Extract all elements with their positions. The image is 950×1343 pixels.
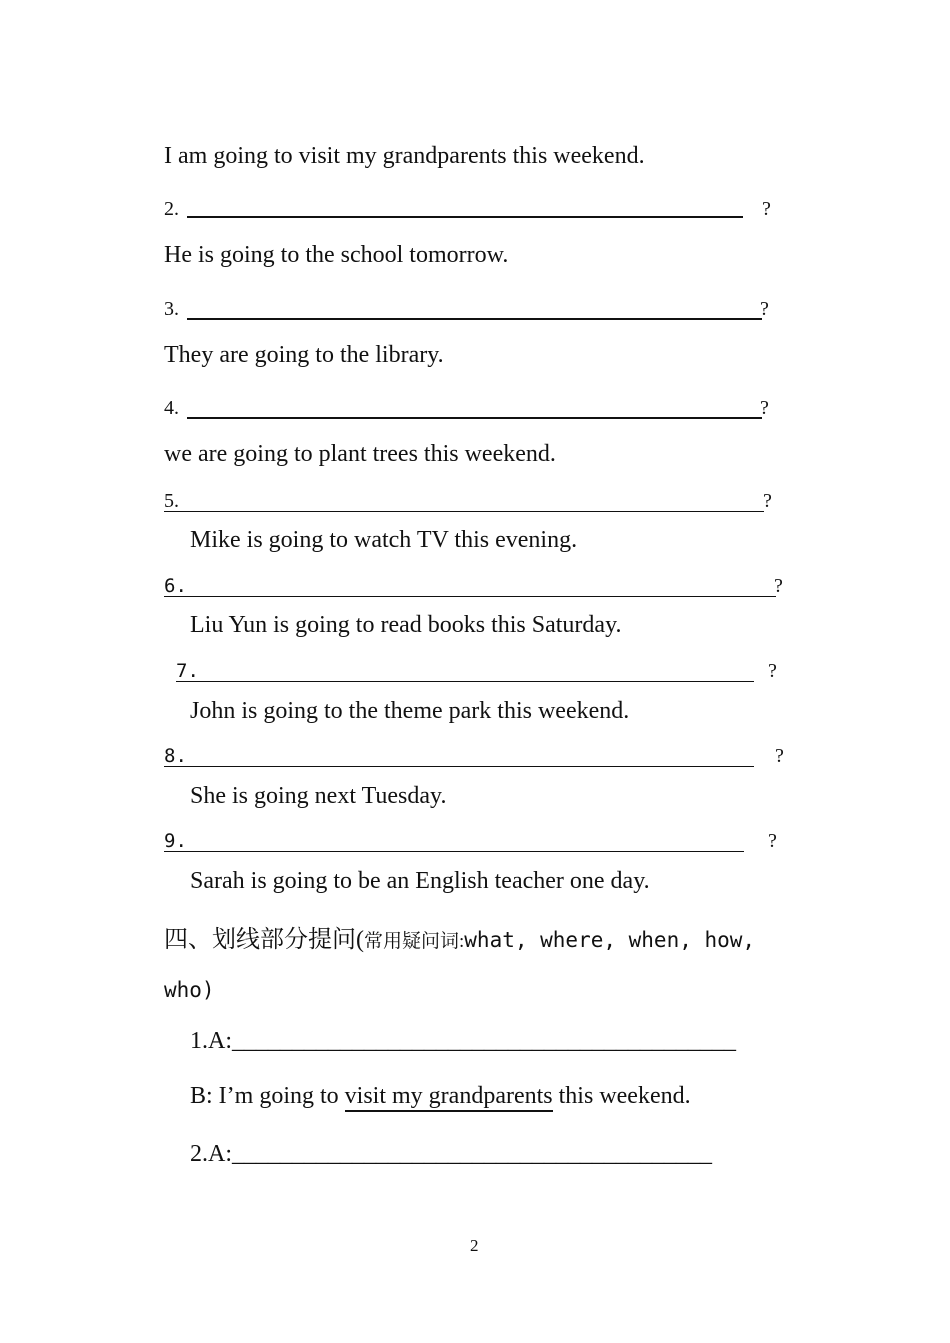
question-mark-4: ? bbox=[760, 397, 769, 419]
answer-blank-8[interactable] bbox=[164, 766, 754, 767]
question-1-a-blank[interactable]: __________________________________________ bbox=[232, 1028, 736, 1054]
question-1-b-underlined-part: visit my grandparents bbox=[345, 1083, 553, 1112]
answer-blank-2[interactable] bbox=[187, 216, 743, 218]
answer-sentence-6: Liu Yun is going to read books this Saturday. bbox=[190, 612, 622, 638]
section-4-hint: 常用疑问词: bbox=[364, 931, 465, 952]
question-mark-5: ? bbox=[763, 490, 772, 512]
question-number-4: 4. bbox=[164, 397, 179, 419]
answer-sentence-1: I am going to visit my grandparents this weekend. bbox=[164, 143, 645, 169]
section-4-title: 四、划线部分提问( bbox=[164, 927, 364, 953]
section-4-question-words: what, where, when, how, bbox=[464, 928, 756, 952]
question-mark-2: ? bbox=[762, 198, 771, 220]
question-1-b-line bbox=[190, 1082, 691, 1110]
question-number-8: 8. bbox=[164, 745, 187, 767]
answer-sentence-5: Mike is going to watch TV this evening. bbox=[190, 527, 578, 553]
question-mark-9: ? bbox=[768, 830, 777, 852]
question-1-b-after: this weekend. bbox=[552, 1083, 691, 1109]
question-number-3: 3. bbox=[164, 298, 179, 320]
answer-blank-6[interactable] bbox=[164, 596, 776, 597]
question-mark-6: ? bbox=[774, 575, 783, 597]
question-number-7: 7. bbox=[176, 660, 199, 682]
question-1-a-line bbox=[190, 1027, 736, 1055]
question-number-5: 5. bbox=[164, 490, 179, 512]
question-2-a-line bbox=[190, 1140, 712, 1168]
question-number-9: 9. bbox=[164, 830, 187, 852]
section-4-question-words-continued: who) bbox=[164, 978, 215, 1002]
answer-sentence-8: She is going next Tuesday. bbox=[190, 783, 447, 809]
answer-sentence-7: John is going to the theme park this weekend. bbox=[190, 698, 630, 724]
answer-blank-4[interactable] bbox=[187, 417, 762, 419]
question-2-a-blank[interactable]: ________________________________________ bbox=[232, 1141, 712, 1167]
question-1-b-before: B: I’m going to bbox=[190, 1083, 345, 1109]
answer-sentence-9: Sarah is going to be an English teacher one day. bbox=[190, 868, 650, 894]
answer-blank-9[interactable] bbox=[164, 851, 744, 852]
question-number-2: 2. bbox=[164, 198, 179, 220]
section-4-heading bbox=[164, 925, 755, 957]
section-4-heading-continued bbox=[164, 975, 215, 1005]
answer-blank-3[interactable] bbox=[187, 318, 762, 320]
answer-sentence-3: They are going to the library. bbox=[164, 342, 444, 368]
answer-blank-5[interactable] bbox=[164, 511, 764, 512]
question-mark-7: ? bbox=[768, 660, 777, 682]
question-mark-3: ? bbox=[760, 298, 769, 320]
question-mark-8: ? bbox=[775, 745, 784, 767]
answer-sentence-2: He is going to the school tomorrow. bbox=[164, 242, 509, 268]
question-number-6: 6. bbox=[164, 575, 187, 597]
page-number: 2 bbox=[470, 1236, 479, 1255]
answer-blank-7[interactable] bbox=[176, 681, 754, 682]
question-2-a-label: 2.A: bbox=[190, 1141, 232, 1167]
question-1-a-label: 1.A: bbox=[190, 1028, 232, 1054]
answer-sentence-4: we are going to plant trees this weekend. bbox=[164, 441, 556, 467]
